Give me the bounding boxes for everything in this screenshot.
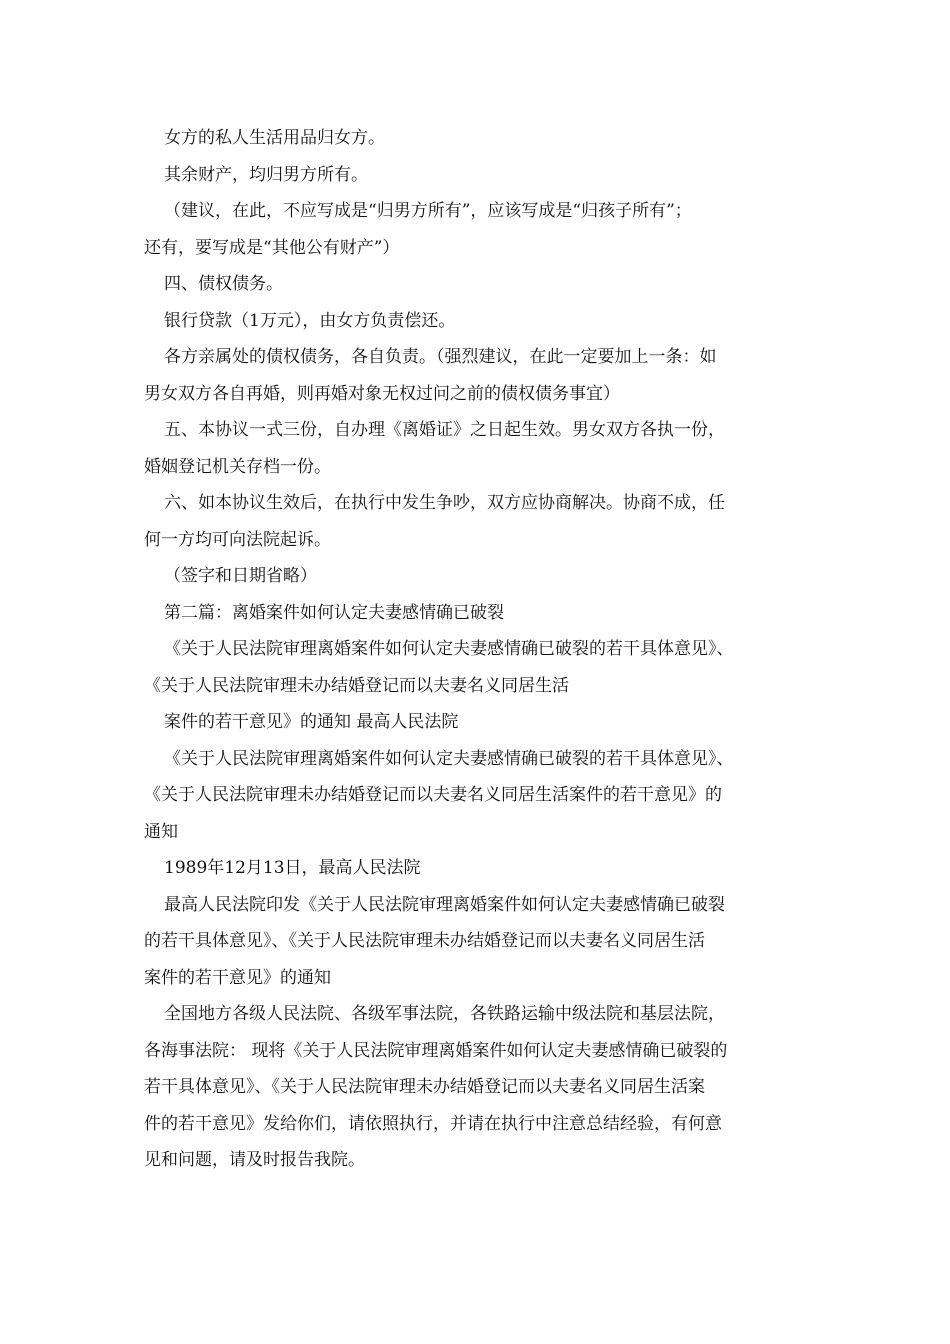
text-line: 《关于人民法院审理未办结婚登记而以夫妻名义同居生活案件的若干意见》的 [144, 785, 722, 805]
text-line: （签字和日期省略） [164, 566, 317, 586]
text-line: 若干具体意见》、《关于人民法院审理未办结婚登记而以夫妻名义同居生活案 [144, 1077, 705, 1097]
text-line: 各方亲属处的债权债务，各自负责。（强烈建议，在此一定要加上一条：如 [164, 347, 717, 367]
text-line: 婚姻登记机关存档一份。 [144, 456, 331, 477]
text-line: 见和问题，请及时报告我院。 [144, 1150, 365, 1170]
text-line: 女方的私人生活用品归女方。 [164, 128, 385, 148]
text-line: 男女双方各自再婚，则再婚对象无权过问之前的债权债务事宜） [144, 383, 620, 404]
text-line: 六、如本协议生效后，在执行中发生争吵，双方应协商解决。协商不成，任 [164, 493, 725, 513]
text-line: 《关于人民法院审理离婚案件如何认定夫妻感情确已破裂的若干具体意见》、 [164, 748, 734, 769]
text-line: 各海事法院： 现将《关于人民法院审理离婚案件如何认定夫妻感情确已破裂的 [144, 1040, 728, 1061]
text-line: 的若干具体意见》、《关于人民法院审理未办结婚登记而以夫妻名义同居生活 [144, 931, 705, 951]
section-heading: 四、债权债务。 [164, 274, 283, 294]
text-line: 通知 [144, 821, 178, 842]
text-line: 《关于人民法院审理未办结婚登记而以夫妻名义同居生活 [144, 675, 569, 696]
text-line: 还有，要写成是“其他公有财产”） [144, 237, 400, 258]
text-line: 件的若干意见》发给你们，请依照执行，并请在执行中注意总结经验，有何意 [144, 1113, 722, 1134]
text-line: 何一方均可向法院起诉。 [144, 529, 331, 550]
text-line: 案件的若干意见》的通知 最高人民法院 [164, 712, 459, 732]
text-line: 最高人民法院印发《关于人民法院审理离婚案件如何认定夫妻感情确已破裂 [164, 894, 725, 915]
date-line: 1989年12月13日，最高人民法院 [164, 858, 421, 878]
text-line: 案件的若干意见》的通知 [144, 967, 331, 988]
document-body [144, 120, 816, 1179]
article-title: 第二篇：离婚案件如何认定夫妻感情确已破裂 [164, 602, 504, 623]
text-line: 其余财产，均归男方所有。 [164, 164, 368, 185]
text-line: 《关于人民法院审理离婚案件如何认定夫妻感情确已破裂的若干具体意见》、 [164, 639, 734, 659]
text-line: 全国地方各级人民法院、各级军事法院，各铁路运输中级法院和基层法院， [164, 1004, 725, 1024]
text-line: 银行贷款（1万元），由女方负责偿还。 [164, 310, 456, 331]
text-line: 五、本协议一式三份，自办理《离婚证》之日起生效。男女双方各执一份， [164, 420, 725, 440]
text-line: （建议，在此，不应写成是“归男方所有”，应该写成是“归孩子所有”； [164, 201, 692, 221]
